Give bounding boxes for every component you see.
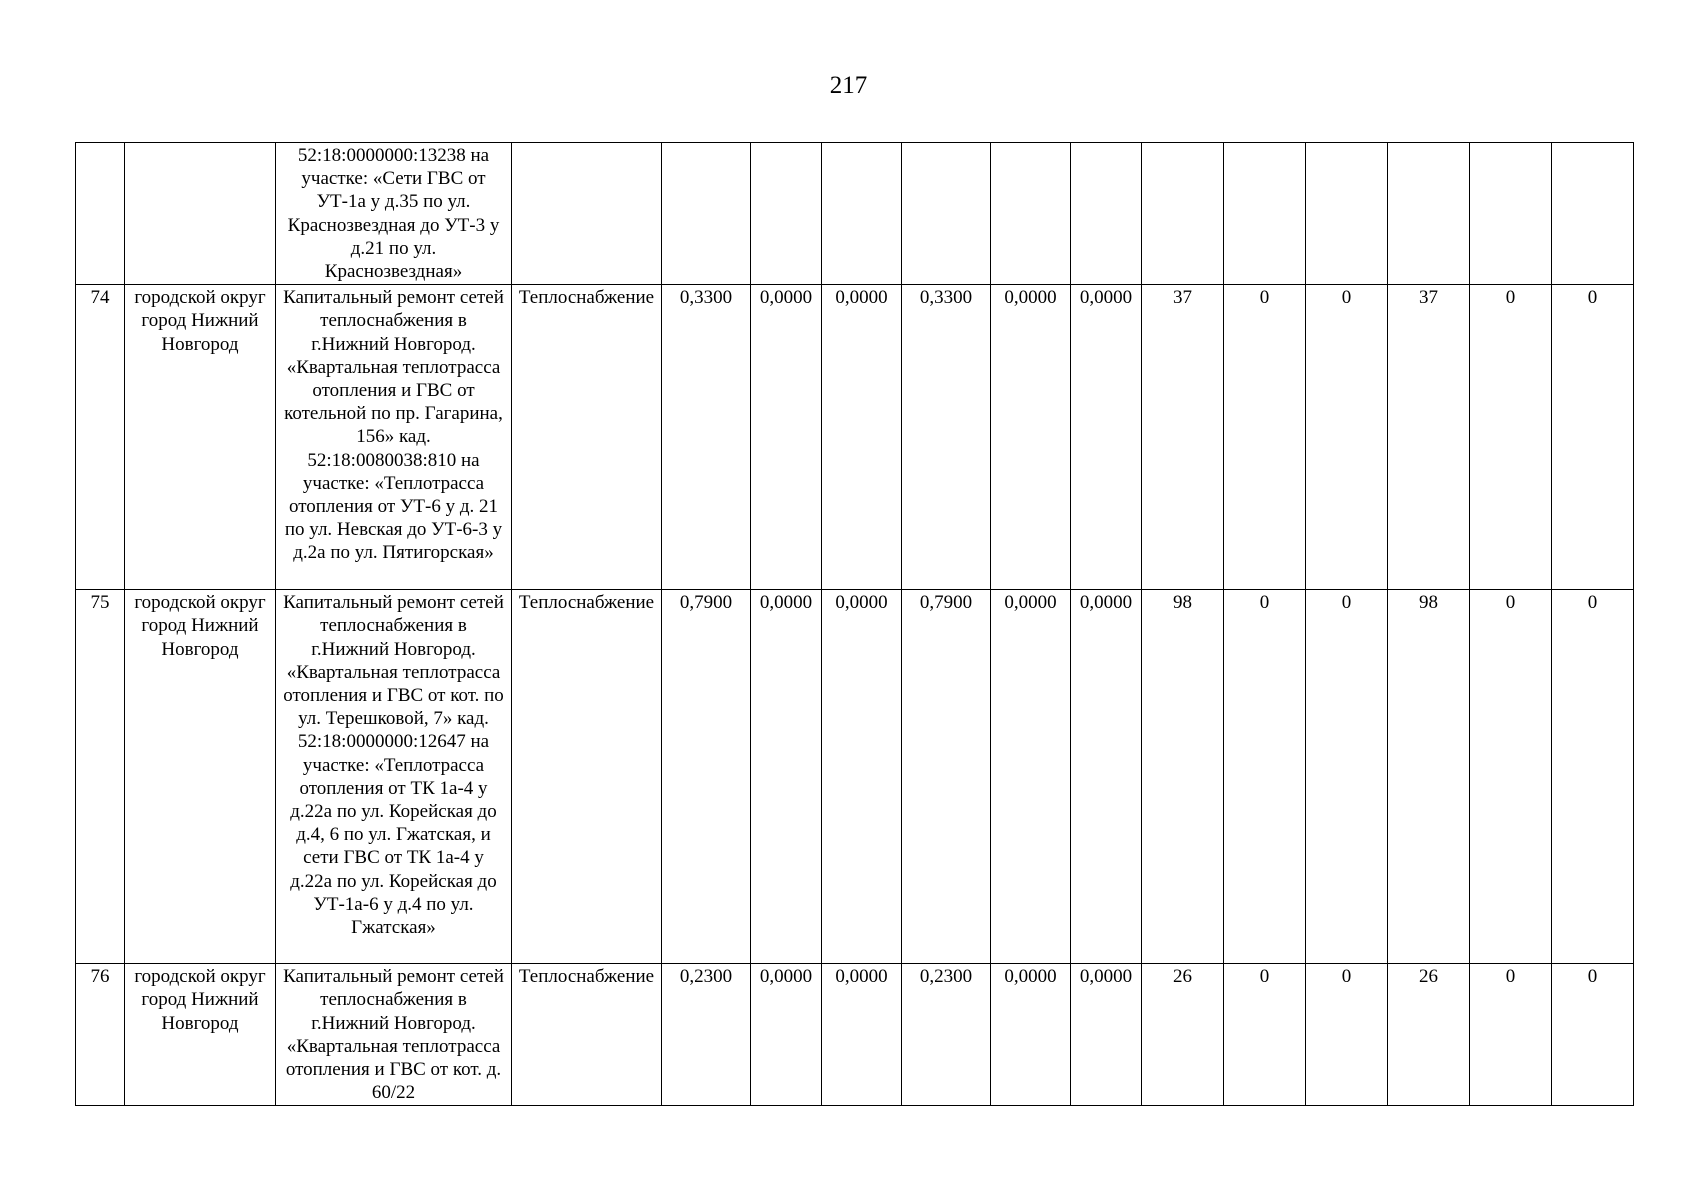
- municipality-cell: городской округ город Нижний Новгород: [125, 964, 276, 1106]
- value-cell: [822, 143, 902, 285]
- value-text: 0,0000: [759, 287, 813, 309]
- table-row: [76, 285, 1634, 590]
- count-cell: 0: [1552, 590, 1634, 964]
- value-cell: [1071, 964, 1142, 1106]
- row-number: 74: [76, 285, 125, 590]
- value-text: 0,0000: [1079, 287, 1133, 309]
- description-cell: Капитальный ремонт сетей теплоснабжения в г.Нижний Новгород. «Квартальная теплотрасса отопления и ГВС от кот. по ул. Терешковой, 7» кад. 52:18:0000000:12647 на участке: «Теплотрасса отопления от ТК 1а-4 у д.22а по ул. Корейская до д.4, 6 по ул. Гжатская, и сети ГВС от ТК 1а-4 у д.22а по ул. Корейская до УТ-1а-6 у д.4 по ул. Гжатская»: [276, 590, 512, 964]
- page-number: 217: [829, 72, 868, 99]
- count-cell: 26: [1388, 964, 1470, 1106]
- count-cell: [1142, 143, 1224, 285]
- value-cell: [751, 143, 822, 285]
- value-cell: 0,0000: [822, 285, 902, 590]
- count-cell: 98: [1142, 590, 1224, 964]
- program-table: [75, 142, 1634, 1106]
- count-cell: 0: [1224, 590, 1306, 964]
- value-cell: [751, 285, 822, 590]
- municipality-cell: [125, 143, 276, 285]
- value-cell: [751, 964, 822, 1106]
- count-cell: 0: [1224, 285, 1306, 590]
- count-cell: [1470, 143, 1552, 285]
- value-cell: 0,7900: [902, 590, 991, 964]
- value-cell: 0,0000: [991, 590, 1071, 964]
- type-text: Теплоснабжение: [518, 287, 655, 309]
- value-text: 0,0000: [759, 592, 813, 614]
- value-cell: 0,0000: [991, 285, 1071, 590]
- count-cell: 0: [1470, 285, 1552, 590]
- description-cell: Капитальный ремонт сетей теплоснабжения в г.Нижний Новгород. «Квартальная теплотрасса отопления и ГВС от кот. д. 60/22: [276, 964, 512, 1106]
- municipality-cell: городской округ город Нижний Новгород: [125, 285, 276, 590]
- type-cell: [512, 143, 662, 285]
- row-number: [76, 143, 125, 285]
- count-cell: [1224, 143, 1306, 285]
- value-cell: 0,2300: [662, 964, 751, 1106]
- municipality-cell: городской округ город Нижний Новгород: [125, 590, 276, 964]
- count-cell: 0: [1552, 285, 1634, 590]
- table-row: [76, 964, 1634, 1106]
- type-cell: [512, 964, 662, 1106]
- count-cell: [1552, 143, 1634, 285]
- value-cell: 0,0000: [822, 964, 902, 1106]
- value-cell: [1071, 590, 1142, 964]
- value-cell: 0,7900: [662, 590, 751, 964]
- value-text: 0,0000: [1079, 592, 1133, 614]
- value-cell: [662, 143, 751, 285]
- count-cell: 0: [1306, 964, 1388, 1106]
- count-cell: 0: [1306, 590, 1388, 964]
- count-cell: 98: [1388, 590, 1470, 964]
- count-cell: 37: [1388, 285, 1470, 590]
- description-cell: Капитальный ремонт сетей теплоснабжения в г.Нижний Новгород. «Квартальная теплотрасса отопления и ГВС от котельной по пр. Гагарина, 156» кад. 52:18:0080038:810 на участке: «Теплотрасса отопления от УТ-6 у д. 21 по ул. Невская до УТ-6-3 у д.2а по ул. Пятигорская»: [276, 285, 512, 590]
- value-text: 0,0000: [1079, 966, 1133, 988]
- count-cell: 26: [1142, 964, 1224, 1106]
- count-cell: 0: [1552, 964, 1634, 1106]
- description-cell: 52:18:0000000:13238 на участке: «Сети ГВС от УТ-1а у д.35 по ул. Краснозвездная до УТ-3 у д.21 по ул. Краснозвездная»: [276, 143, 512, 285]
- value-cell: [991, 143, 1071, 285]
- value-text: 0,0000: [759, 966, 813, 988]
- value-cell: [902, 143, 991, 285]
- table-row: [76, 143, 1634, 285]
- count-cell: [1306, 143, 1388, 285]
- value-cell: 0,0000: [822, 590, 902, 964]
- count-cell: 0: [1306, 285, 1388, 590]
- count-cell: 37: [1142, 285, 1224, 590]
- type-cell: [512, 285, 662, 590]
- value-cell: [751, 590, 822, 964]
- row-number: 76: [76, 964, 125, 1106]
- row-number: 75: [76, 590, 125, 964]
- count-cell: 0: [1470, 964, 1552, 1106]
- type-cell: [512, 590, 662, 964]
- value-cell: 0,3300: [902, 285, 991, 590]
- type-text: Теплоснабжение: [518, 966, 655, 988]
- value-cell: 0,2300: [902, 964, 991, 1106]
- value-cell: 0,3300: [662, 285, 751, 590]
- count-cell: 0: [1224, 964, 1306, 1106]
- count-cell: 0: [1470, 590, 1552, 964]
- value-cell: 0,0000: [991, 964, 1071, 1106]
- value-cell: [1071, 143, 1142, 285]
- type-text: Теплоснабжение: [518, 592, 655, 614]
- value-cell: [1071, 285, 1142, 590]
- table-row: [76, 590, 1634, 964]
- count-cell: [1388, 143, 1470, 285]
